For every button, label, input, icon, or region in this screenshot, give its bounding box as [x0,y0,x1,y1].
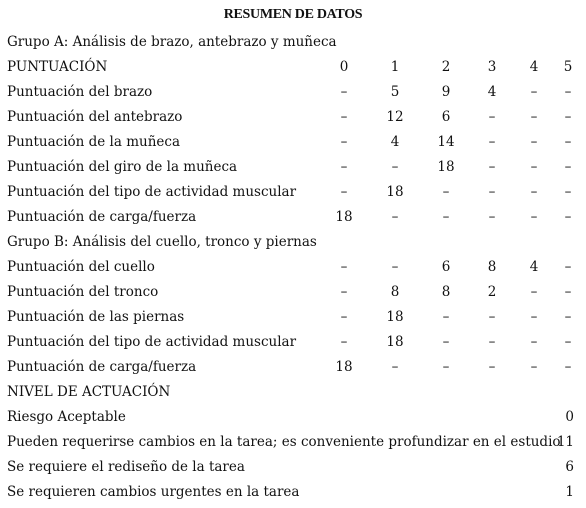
row-label: Puntuación del antebrazo [7,109,183,125]
row-value: – [442,184,450,200]
row-value: – [442,209,450,225]
row-label: Puntuación del giro de la muñeca [7,159,238,175]
row-value: 18 [386,184,404,200]
row-label: Puntuación de la muñeca [7,134,181,150]
row-value: – [488,184,496,200]
row-value: – [488,109,496,125]
row-label: Puntuación del tipo de actividad muscular [7,184,297,200]
row-value: – [340,284,348,300]
row-value: 4 [390,134,400,150]
table-row [0,255,586,280]
row-value: – [530,334,538,350]
header-col-4: 4 [529,59,539,75]
row-value: 18 [335,359,353,375]
row-value: 5 [390,84,400,100]
table-row [0,130,586,155]
row-value: – [488,334,496,350]
row-value: – [530,109,538,125]
row-label: Puntuación del cuello [7,259,155,275]
row-value: – [564,309,572,325]
row-value: – [530,309,538,325]
row-value: 14 [437,134,455,150]
row-value: – [564,184,572,200]
row-value: – [530,359,538,375]
row-value: – [340,134,348,150]
table-row [0,205,586,230]
nivel-count: 11 [556,434,574,450]
row-value: 8 [487,259,497,275]
nivel-label: Se requiere el rediseño de la tarea [7,459,245,475]
nivel-label: Riesgo Aceptable [7,409,126,425]
row-value: – [340,109,348,125]
list-item [0,480,586,505]
table-row [0,305,586,330]
row-value: – [442,359,450,375]
row-value: 4 [487,84,497,100]
row-value: 6 [441,259,451,275]
row-value: 18 [335,209,353,225]
row-value: – [391,209,399,225]
grupo-a-heading [0,30,586,55]
row-value: – [340,259,348,275]
header-col-2: 2 [441,59,451,75]
row-value: – [488,209,496,225]
row-value: – [564,259,572,275]
row-label: Puntuación del tipo de actividad muscular [7,334,297,350]
row-value: – [564,334,572,350]
row-label: Puntuación del tronco [7,284,159,300]
table-row [0,330,586,355]
section-heading: Grupo A: Análisis de brazo, antebrazo y muñeca [7,34,337,50]
section-heading: Grupo B: Análisis del cuello, tronco y piernas [7,234,317,250]
row-value: – [391,359,399,375]
row-value: – [530,209,538,225]
row-value: – [340,334,348,350]
list-item [0,455,586,480]
row-value: – [340,309,348,325]
header-col-1: 1 [390,59,400,75]
header-col-5: 5 [563,59,573,75]
row-value: 18 [386,309,404,325]
row-value: – [488,359,496,375]
nivel-count: 1 [565,484,574,500]
row-value: – [442,334,450,350]
row-value: – [530,284,538,300]
table-row [0,155,586,180]
nivel-label: Pueden requerirse cambios en la tarea; es conveniente profundizar en el estudio [7,434,561,450]
row-value: 18 [437,159,455,175]
row-value: – [391,259,399,275]
row-value: – [488,309,496,325]
nivel-heading [0,380,586,405]
row-value: 12 [386,109,404,125]
row-value: 2 [487,284,497,300]
nivel-count: 6 [565,459,574,475]
row-value: 4 [529,259,539,275]
row-label: Puntuación del brazo [7,84,153,100]
header-col-3: 3 [487,59,497,75]
row-value: – [564,284,572,300]
row-value: – [564,134,572,150]
row-value: – [564,159,572,175]
row-value: – [530,134,538,150]
grupo-b-heading [0,230,586,255]
row-value: – [488,134,496,150]
row-value: – [488,159,496,175]
row-value: – [564,209,572,225]
row-value: – [564,84,572,100]
table-row [0,105,586,130]
row-label: Puntuación de las piernas [7,309,185,325]
list-item [0,405,586,430]
table-row [0,180,586,205]
row-value: 8 [441,284,451,300]
row-value: 18 [386,334,404,350]
row-value: – [391,159,399,175]
nivel-count: 0 [565,409,574,425]
table-row [0,355,586,380]
score-header-row [0,55,586,80]
row-value: – [530,159,538,175]
table-row [0,80,586,105]
row-value: 8 [390,284,400,300]
section-heading: NIVEL DE ACTUACIÓN [7,384,171,400]
header-label: PUNTUACIÓN [7,59,108,75]
row-value: – [564,109,572,125]
row-label: Puntuación de carga/fuerza [7,209,197,225]
row-value: – [442,309,450,325]
row-value: – [340,184,348,200]
row-value: 9 [441,84,451,100]
nivel-label: Se requieren cambios urgentes en la tarea [7,484,300,500]
table-row [0,280,586,305]
header-col-0: 0 [339,59,349,75]
row-value: 6 [441,109,451,125]
row-value: – [530,184,538,200]
row-label: Puntuación de carga/fuerza [7,359,197,375]
row-value: – [340,159,348,175]
row-value: – [340,84,348,100]
page-title: RESUMEN DE DATOS [223,7,363,22]
list-item [0,430,586,455]
row-value: – [564,359,572,375]
row-value: – [530,84,538,100]
